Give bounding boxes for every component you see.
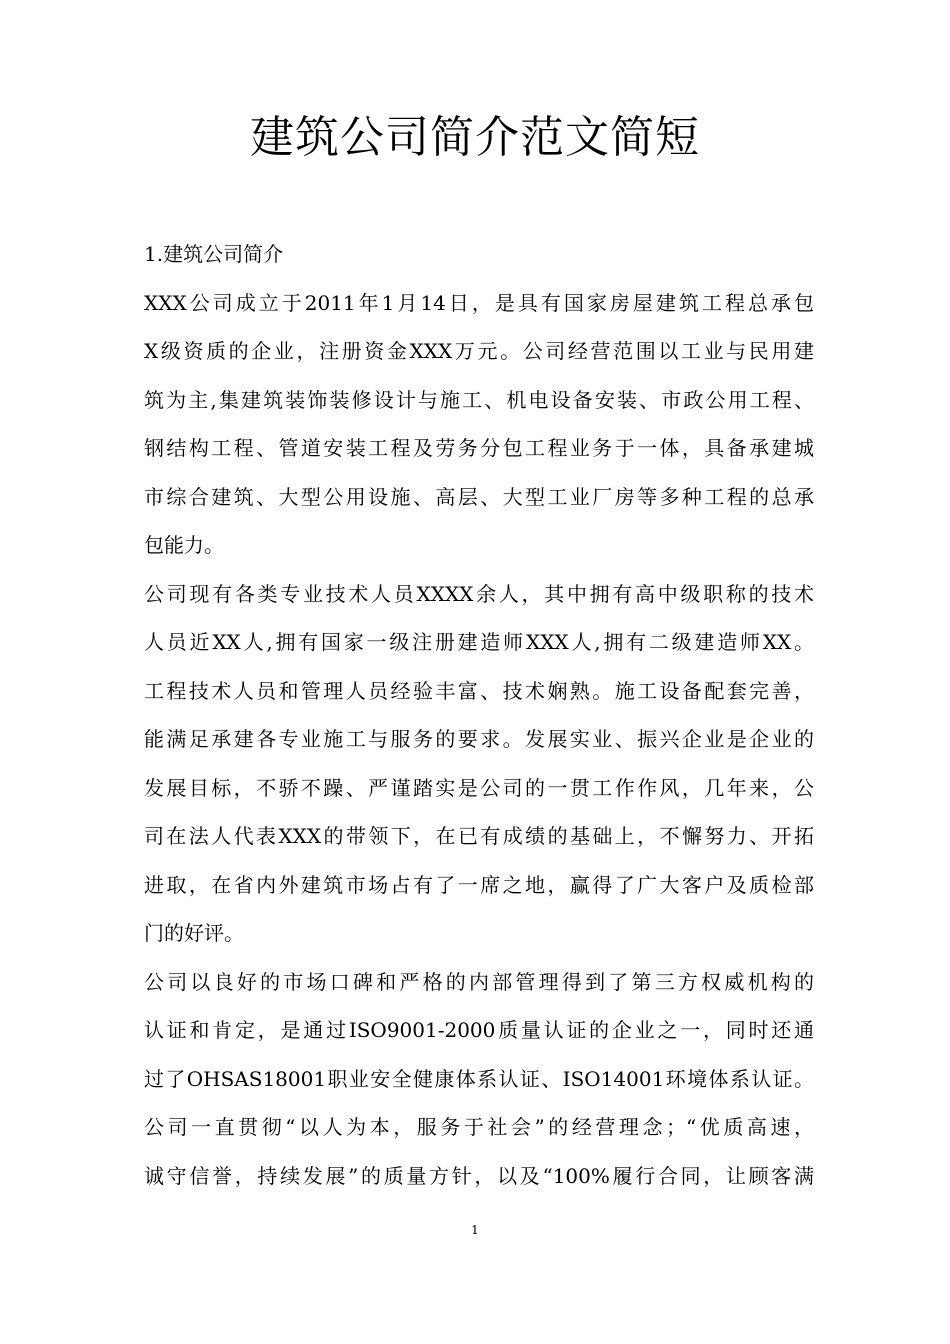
paragraph-line: X级资质的企业，注册资金XXX万元。公司经营范围以工业与民用建 (144, 339, 814, 363)
paragraph-line: 工程技术人员和管理人员经验丰富、技术娴熟。施工设备配套完善， (144, 678, 814, 703)
paragraph-line: 筑为主,集建筑装饰装修设计与施工、机电设备安装、市政公用工程、 (144, 387, 814, 412)
paragraph-line: 市综合建筑、大型公用设施、高层、大型工业厂房等多种工程的总承 (144, 484, 814, 509)
paragraph-line: 进取，在省内外建筑市场占有了一席之地，赢得了广大客户及质检部 (144, 872, 814, 897)
page-number: 1 (471, 1223, 479, 1237)
paragraph-line: 诚守信誉，持续发展”的质量方针，以及“100%履行合同，让顾客满 (144, 1163, 814, 1188)
paragraph-line: 公司以良好的市场口碑和严格的内部管理得到了第三方权威机构的 (144, 969, 814, 994)
paragraph-line: 认证和肯定，是通过ISO9001-2000质量认证的企业之一，同时还通 (144, 1018, 814, 1042)
paragraph-line: 钢结构工程、管道安装工程及劳务分包工程业务于一体，具备承建城 (144, 436, 814, 460)
document-body (144, 230, 814, 1200)
paragraph-line: 能满足承建各专业施工与服务的要求。发展实业、振兴企业是企业的 (144, 727, 814, 751)
paragraph-line: 司在法人代表XXX的带领下，在已有成绩的基础上，不懈努力、开拓 (144, 824, 814, 848)
paragraph-line: 公司现有各类专业技术人员XXXX余人，其中拥有高中级职称的技术 (144, 581, 814, 606)
paragraph-line: 包能力。 (144, 533, 224, 557)
paragraph-line: 公司一直贯彻“以人为本，服务于社会”的经营理念；“优质高速， (144, 1115, 814, 1139)
paragraph-line: XXX公司成立于2011年1月14日，是具有国家房屋建筑工程总承包 (144, 290, 814, 315)
paragraph-line: 发展目标，不骄不躁、严谨踏实是公司的一贯工作作风，几年来，公 (144, 775, 814, 800)
document-title: 建筑公司简介范文简短 (250, 112, 700, 163)
section-heading: 1.建筑公司简介 (144, 242, 284, 266)
paragraph-line: 人员近XX人,拥有国家一级注册建造师XXX人,拥有二级建造师XX。 (144, 630, 814, 654)
paragraph-line: 过了OHSAS18001职业安全健康体系认证、ISO14001环境体系认证。 (144, 1066, 814, 1091)
paragraph-line: 门的好评。 (144, 921, 244, 945)
